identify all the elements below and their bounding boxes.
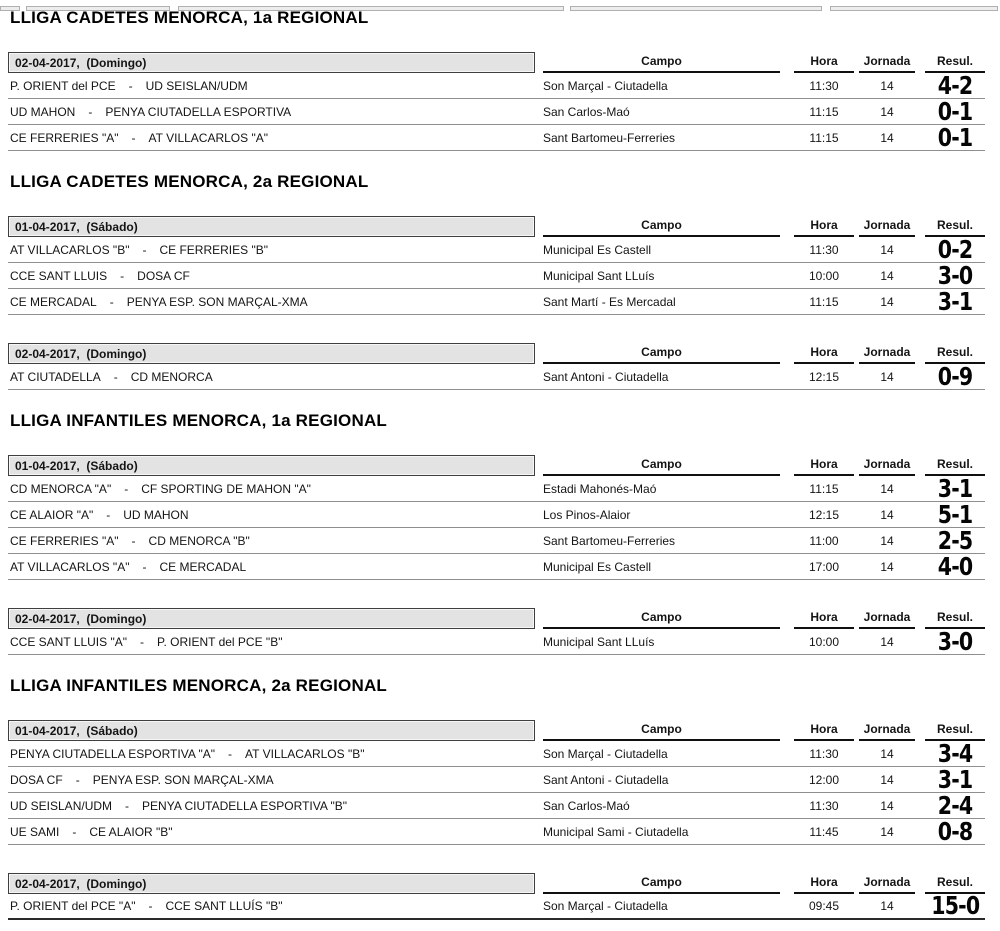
match-cell [8,534,535,548]
match-separator: - [120,268,125,283]
match-cell [8,899,535,913]
result-value: 3-4 [937,738,973,768]
match-row [8,764,985,794]
fixtures-table [8,455,985,580]
result-value: 2-5 [937,525,973,555]
result-value: 0-2 [937,234,973,264]
date-header [8,455,535,476]
home-team: DOSA CF [10,772,63,787]
home-team: AT VILLACARLOS "B" [10,242,130,257]
league-title: LLIGA CADETES MENORCA, 2a REGIONAL [10,172,369,191]
jornada-cell: 14 [880,899,894,913]
match-row [8,499,985,529]
campo-cell: Son Marçal - Ciutadella [543,78,668,93]
hora-cell: 11:15 [809,294,839,309]
match-cell [8,295,535,309]
away-team: PENYA ESP. SON MARÇAL-XMA [92,772,274,787]
match-separator: - [124,481,129,496]
jornada-header: Jornada [859,455,915,476]
result-cell [925,626,985,656]
result-value: 3-1 [937,286,973,316]
result-cell [925,361,985,391]
league-title: LLIGA CADETES MENORCA, 1a REGIONAL [10,8,369,27]
away-team: PENYA CIUTADELLA ESPORTIVA [105,104,292,119]
jornada-cell: 14 [880,824,894,839]
match-row [8,260,985,290]
result-cell [925,96,985,126]
date-label: 02-04-2017, (Domingo) [15,346,147,361]
match-cell [8,482,535,496]
league-title: LLIGA INFANTILES MENORCA, 2a REGIONAL [10,676,388,695]
match-cell [8,370,535,384]
match-row [8,361,985,391]
hora-header: Hora [794,343,854,364]
jornada-header: Jornada [859,216,915,237]
fixtures-table [8,608,985,655]
fixtures-table [8,216,985,315]
campo-cell: Municipal Sant LLuís [543,634,655,649]
campo-cell: Sant Martí - Es Mercadal [543,294,676,309]
date-header [8,343,535,364]
match-separator: - [140,634,144,649]
section-infantiles-2a [8,676,985,920]
result-value: 0-1 [937,96,973,126]
section-infantiles-1a [8,411,985,655]
result-header: Resul. [925,720,985,741]
fixtures-table [8,52,985,151]
match-row [8,473,985,503]
result-cell [925,234,985,264]
match-separator: - [142,242,147,257]
home-team: P. ORIENT del PCE [10,78,116,93]
away-team: CD MENORCA "B" [148,533,250,548]
result-header: Resul. [925,608,985,629]
hora-cell: 12:15 [808,369,840,384]
away-team: UD SEISLAN/UDM [145,78,248,93]
match-separator: - [131,130,136,145]
campo-cell: Municipal Es Castell [543,559,652,574]
home-team: CCE SANT LLUIS [10,268,108,283]
result-header: Resul. [925,873,985,894]
jornada-cell: 14 [880,104,894,119]
campo-cell: Municipal Sant LLuís [543,268,655,283]
home-team: CD MENORCA "A" [10,481,112,496]
home-team: UD MAHON [10,104,76,119]
jornada-cell: 14 [880,481,894,496]
date-header [8,52,535,73]
date-label: 02-04-2017, (Domingo) [15,611,147,626]
jornada-header: Jornada [859,52,915,73]
home-team: CE ALAIOR "A" [10,507,94,522]
jornada-header: Jornada [859,608,915,629]
hora-cell: 11:45 [809,824,839,839]
hora-cell: 12:15 [808,507,840,522]
result-header: Resul. [925,455,985,476]
campo-cell: Sant Antoni - Ciutadella [543,369,669,384]
match-separator: - [75,772,80,787]
result-value: 5-1 [937,499,973,529]
home-team: UD SEISLAN/UDM [10,798,113,813]
home-team: AT VILLACARLOS "A" [10,559,130,574]
match-separator: - [72,824,77,839]
away-team: CF SPORTING DE MAHON "A" [141,481,311,496]
jornada-cell: 14 [880,268,894,283]
date-header [8,720,535,741]
match-row [8,286,985,316]
hora-cell: 10:00 [808,634,840,649]
result-cell [925,286,985,316]
jornada-cell: 14 [880,772,894,787]
away-team: DOSA CF [137,268,190,283]
away-team: PENYA ESP. SON MARÇAL-XMA [126,294,308,309]
hora-header: Hora [794,455,854,476]
match-row [8,551,985,581]
match-separator: - [113,369,118,384]
result-value: 3-1 [937,764,973,794]
match-separator: - [125,798,130,813]
campo-cell: Son Marçal - Ciutadella [543,899,668,913]
result-cell [925,764,985,794]
away-team: CCE SANT LLUÍS "B" [165,899,283,913]
home-team: AT CIUTADELLA [10,369,101,384]
table-header [8,720,985,741]
jornada-cell: 14 [880,369,894,384]
result-value: 0-9 [937,361,973,391]
match-separator: - [148,899,153,913]
home-team: CE FERRERIES "A" [10,130,119,145]
match-row [8,234,985,264]
date-label: 02-04-2017, (Domingo) [15,876,147,891]
result-cell [925,893,985,919]
section-cadetes-2a [8,172,985,390]
hora-cell: 17:00 [808,559,840,574]
hora-header: Hora [794,216,854,237]
match-cell [8,560,535,574]
table-header [8,608,985,629]
campo-cell: Sant Antoni - Ciutadella [543,772,669,787]
result-cell [925,816,985,846]
result-value: 4-2 [937,70,973,100]
jornada-cell: 14 [880,130,894,145]
result-value: 15-0 [930,891,980,920]
jornada-cell: 14 [880,533,894,548]
match-cell [8,773,535,787]
match-row [8,70,985,100]
match-separator: - [131,533,136,548]
hora-cell: 11:30 [809,242,839,257]
result-header: Resul. [925,343,985,364]
campo-cell: San Carlos-Maó [543,798,630,813]
match-separator: - [88,104,93,119]
table-header [8,216,985,237]
hora-cell: 11:00 [809,533,839,548]
match-cell [8,799,535,813]
away-team: PENYA CIUTADELLA ESPORTIVA "B" [142,798,348,813]
campo-header: Campo [543,216,780,237]
result-value: 0-1 [937,122,973,152]
jornada-cell: 14 [880,746,894,761]
result-cell [925,551,985,581]
match-row [8,738,985,768]
result-cell [925,473,985,503]
result-cell [925,790,985,820]
match-row [8,790,985,820]
result-cell [925,525,985,555]
campo-header: Campo [543,608,780,629]
campo-cell: Municipal Es Castell [543,242,652,257]
campo-cell: Sant Bartomeu-Ferreries [543,533,676,548]
match-cell [8,105,535,119]
hora-header: Hora [794,52,854,73]
result-cell [925,122,985,152]
jornada-cell: 14 [880,507,894,522]
away-team: CE FERRERIES "B" [159,242,269,257]
home-team: CE FERRERIES "A" [10,533,119,548]
jornada-cell: 14 [880,242,894,257]
result-cell [925,70,985,100]
away-team: UD MAHON [123,507,189,522]
home-team: CE MERCADAL [10,294,97,309]
away-team: AT VILLACARLOS "B" [245,746,365,761]
match-separator: - [228,746,233,761]
table-header [8,343,985,364]
result-header: Resul. [925,52,985,73]
section-cadetes-1a [8,8,985,151]
match-row [8,122,985,152]
jornada-cell: 14 [880,559,894,574]
date-label: 01-04-2017, (Sábado) [15,723,138,738]
date-label: 02-04-2017, (Domingo) [15,55,147,70]
away-team: P. ORIENT del PCE "B" [157,634,283,649]
result-value: 3-0 [937,626,973,656]
campo-cell: San Carlos-Maó [543,104,630,119]
result-cell [925,738,985,768]
hora-cell: 11:15 [809,481,839,496]
jornada-header: Jornada [859,720,915,741]
campo-header: Campo [543,720,780,741]
jornada-header: Jornada [859,873,915,894]
hora-cell: 11:30 [809,746,839,761]
date-label: 01-04-2017, (Sábado) [15,219,138,234]
league-title: LLIGA INFANTILES MENORCA, 1a REGIONAL [10,411,388,430]
home-team: CCE SANT LLUIS "A" [10,634,127,649]
table-header [8,52,985,73]
campo-header: Campo [543,455,780,476]
campo-cell: Son Marçal - Ciutadella [543,746,668,761]
campo-cell: Sant Bartomeu-Ferreries [543,130,676,145]
match-row [8,96,985,126]
match-cell [8,508,535,522]
away-team: CD MENORCA [130,369,213,384]
home-team: UE SAMI [10,824,60,839]
hora-cell: 11:30 [809,78,839,93]
match-cell [8,269,535,283]
match-separator: - [142,559,147,574]
result-cell [925,499,985,529]
date-header [8,216,535,237]
results-page [0,8,1000,920]
home-team: P. ORIENT del PCE "A" [10,899,136,913]
date-header [8,873,535,894]
hora-header: Hora [794,720,854,741]
jornada-cell: 14 [880,294,894,309]
date-header [8,608,535,629]
away-team: AT VILLACARLOS "A" [148,130,269,145]
fixtures-table [8,873,985,920]
hora-cell: 12:00 [808,772,840,787]
hora-header: Hora [794,608,854,629]
match-cell [8,131,535,145]
result-value: 0-8 [937,816,973,846]
hora-header: Hora [794,873,854,894]
home-team: PENYA CIUTADELLA ESPORTIVA "A" [10,746,216,761]
jornada-header: Jornada [859,343,915,364]
match-row [8,525,985,555]
jornada-cell: 14 [880,798,894,813]
match-cell [8,635,535,649]
hora-cell: 10:00 [808,268,840,283]
away-team: CE MERCADAL [159,559,247,574]
match-separator: - [128,78,133,93]
fixtures-table [8,343,985,390]
campo-header: Campo [543,52,780,73]
match-row [8,816,985,846]
match-cell [8,243,535,257]
match-cell [8,825,535,839]
table-header [8,455,985,476]
campo-header: Campo [543,873,780,894]
campo-header: Campo [543,343,780,364]
match-row [8,626,985,656]
match-separator: - [109,294,114,309]
match-separator: - [106,507,111,522]
hora-cell: 11:15 [809,130,839,145]
fixtures-table [8,720,985,845]
result-header: Resul. [925,216,985,237]
result-value: 3-0 [937,260,973,290]
result-value: 2-4 [937,790,973,820]
campo-cell: Municipal Sami - Ciutadella [543,824,689,839]
hora-cell: 09:45 [808,899,840,913]
match-row [8,891,985,920]
match-cell [8,747,535,761]
campo-cell: Los Pinos-Alaior [543,507,631,522]
hora-cell: 11:30 [809,798,839,813]
away-team: CE ALAIOR "B" [89,824,173,839]
campo-cell: Estadi Mahonés-Maó [543,481,657,496]
date-label: 01-04-2017, (Sábado) [15,458,138,473]
jornada-cell: 14 [880,78,894,93]
table-header [8,873,985,894]
result-value: 4-0 [937,551,973,581]
match-cell [8,79,535,93]
result-value: 3-1 [937,473,973,503]
result-cell [925,260,985,290]
jornada-cell: 14 [880,634,894,649]
hora-cell: 11:15 [809,104,839,119]
